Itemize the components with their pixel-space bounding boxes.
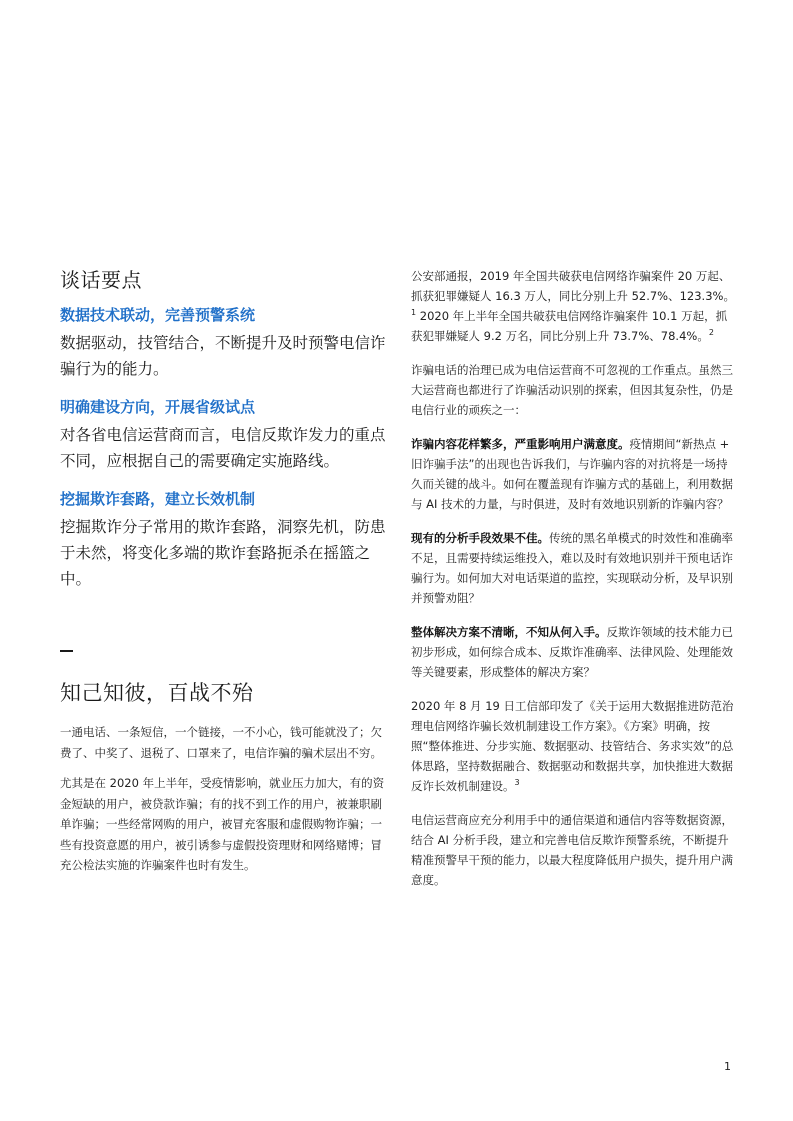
right-column (411, 266, 738, 904)
policy-paragraph (411, 696, 738, 796)
issue-heading: 诈骗内容花样繁多，严重影响用户满意度。 (411, 437, 630, 451)
takeaway-item (60, 396, 390, 474)
footnote-ref-1: 1 (411, 308, 417, 318)
takeaway-body: 挖掘欺诈分子常用的欺诈套路，洞察先机，防患于未然，将变化多端的欺诈套路扼杀在摇篮之中。 (60, 518, 386, 588)
takeaway-heading: 挖掘欺诈套路，建立长效机制 (60, 490, 256, 508)
issue-paragraph (411, 434, 738, 514)
takeaway-body: 数据驱动，技管结合，不断提升及时预警电信诈骗行为的能力。 (60, 334, 386, 378)
conclusion-paragraph: 电信运营商应充分利用手中的通信渠道和通信内容等数据资源，结合 AI 分析手段，建立和完善电信反欺诈预警系统，不断提升精准预警早干预的能力，以最大程度降低用户损失，提升用户满意度。 (411, 813, 733, 887)
issue-paragraph (411, 528, 738, 608)
intro-paragraph: 诈骗电话的治理已成为电信运营商不可忽视的工作重点。虽然三大运营商也都进行了诈骗活动识别的探索，但因其复杂性，仍是电信行业的顽疾之一： (411, 363, 733, 417)
takeaway-heading: 数据技术联动，完善预警系统 (60, 306, 256, 324)
section-paragraph: 尤其是在 2020 年上半年，受疫情影响，就业压力加大，有的资金短缺的用户，被贷款诈骗；有的找不到工作的用户，被兼职刷单诈骗；一些经常网购的用户，被冒充客服和虚假购物诈骗；一些有投资意愿的用户，被引诱参与虚假投资理财和网络赌博；冒充公检法实施的诈骗案件也时有发生。 (60, 776, 385, 872)
takeaway-body: 对各省电信运营商而言，电信反欺诈发力的重点不同，应根据自己的需要确定实施路线。 (60, 426, 386, 470)
issue-text: 传统的黑名单模式的时效性和准确率不足，且需要持续运维投入，难以及时有效地识别并干预电话诈骗行为。如何加大对电话渠道的监控，实现联动分析，及早识别并预警劝阻？ (411, 531, 733, 605)
footnote-ref-2: 2 (708, 328, 714, 338)
stats-paragraph (411, 266, 738, 346)
section-paragraph: 一通电话、一条短信，一个链接，一不小心，钱可能就没了；欠费了、中奖了、退税了、口罩来了，电信诈骗的骗术层出不穷。 (60, 725, 382, 760)
issue-text: 疫情期间“新热点 + 旧诈骗手法”的出现也告诉我们，与诈骗内容的对抗将是一场持久而关键的战斗。如何在覆盖现有诈骗方式的基础上，利用数据与 AI 技术的力量，与时俱进，及时有效地识别新的诈骗内容？ (411, 437, 733, 511)
stats-text-a: 公安部通报，2019 年全国共破获电信网络诈骗案件 20 万起、抓获犯罪嫌疑人 16.3 万人，同比分别上升 52.7%、123.3%。 (411, 269, 735, 303)
footnote-ref-3: 3 (514, 778, 520, 788)
takeaway-heading: 明确建设方向，开展省级试点 (60, 398, 256, 416)
takeaways-title: 谈话要点 (60, 268, 142, 292)
issue-heading: 现有的分析手段效果不佳。 (411, 531, 549, 545)
policy-text: 2020 年 8 月 19 日工信部印发了《关于运用大数据推进防范治理电信网络诈骗长效机制建设工作方案》。《方案》明确，按照“整体推进、分步实施、数据驱动、技管结合、务求实效”的总体思路，坚持数据融合、数据驱动和数据共享，加快推进大数据反诈长效机制建设。 (411, 699, 734, 793)
left-column (60, 266, 390, 886)
issue-heading: 整体解决方案不清晰，不知从何入手。 (411, 625, 607, 639)
issue-text: 反欺诈领域的技术能力已初步形成，如何综合成本、反欺诈准确率、法律风险、处理能效等关键要素，形成整体的解决方案？ (411, 625, 733, 679)
takeaway-item (60, 304, 390, 382)
issue-paragraph (411, 622, 738, 682)
section-divider (60, 650, 73, 652)
stats-text-b: 2020 年上半年全国共破获电信网络诈骗案件 10.1 万起，抓获犯罪嫌疑人 9.2 万名，同比分别上升 73.7%、78.4%。 (411, 309, 728, 343)
takeaway-item (60, 488, 390, 592)
section-title: 知己知彼，百战不殆 (60, 681, 254, 705)
page-number: 1 (724, 1060, 731, 1073)
